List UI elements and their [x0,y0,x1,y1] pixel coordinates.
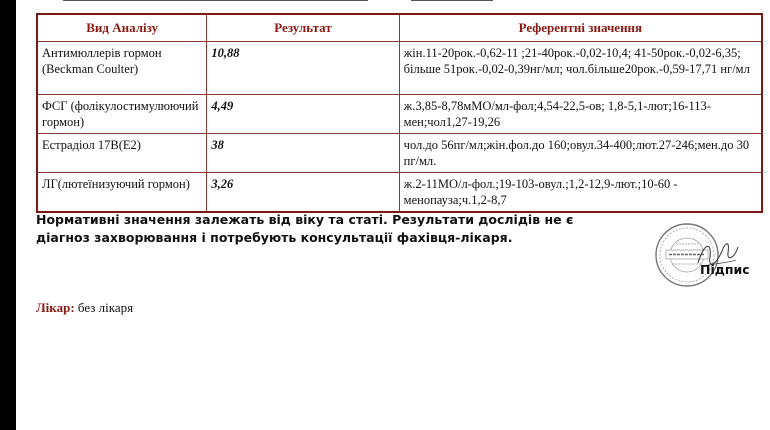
report-page [16,0,770,430]
table-header-row [37,14,762,42]
disclaimer-note: Нормативні значення залежать від віку та статі. Результати дослідів не є діагноз захворювання і потребують консультації фахівця-лікаря. [36,212,574,245]
analysis-name: ЛГ(лютеїнизуючий гормон) [37,173,207,213]
result-value: 4,49 [207,95,399,134]
table-row [37,134,762,173]
table-row [37,95,762,134]
result-value: 38 [207,134,399,173]
analysis-name: Естрадіол 17В(Е2) [37,134,207,173]
result-value: 3,26 [207,173,399,213]
divider [411,0,493,1]
top-rules [16,0,770,6]
analysis-name: ФСГ (фолікулостимулюючий гормон) [37,95,207,134]
table-row [37,42,762,95]
reference-range: жін.11-20рок.-0,62-11 ;21-40рок.-0,02-10,4; 41-50рок.-0,02-6,35; більше 51рок.-0,02-0,39нг/мл; чол.більше20рок.-0,59-17,71 нг/мл [399,42,762,95]
table-row [37,173,762,213]
doctor-line [36,300,133,316]
analysis-name: Антимюллерів гормон (Beckman Coulter) [37,42,207,95]
divider [63,0,368,1]
doctor-label: Лікар: [36,300,75,315]
reference-range: ж.3,85-8,78мМО/мл-фол;4,54-22,5-ов; 1,8-5,1-лют;16-113-мен;чол1,27-19,26 [399,95,762,134]
result-value: 10,88 [207,42,399,95]
reference-range: чол.до 56пг/мл;жін.фол.до 160;овул.34-400;лют.27-246;мен.до 30 пг/мл. [399,134,762,173]
signature-label: Підпис [700,262,750,277]
header-reference: Референтні значення [399,14,762,42]
header-analysis: Вид Аналізу [37,14,207,42]
header-result: Результат [207,14,399,42]
doctor-value: без лікаря [77,300,134,315]
results-table [36,13,763,213]
reference-range: ж.2-11МО/л-фол.;19-103-овул.;1,2-12,9-лют.;10-60 - менопауза;ч.1,2-8,7 [399,173,762,213]
